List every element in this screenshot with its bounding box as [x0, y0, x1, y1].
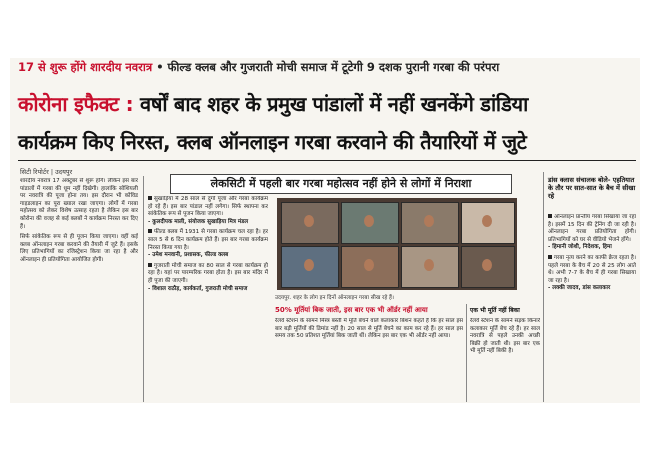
headline-text-1: वर्षों बाद शहर के प्रमुख पांडालों में नहीं खनकेंगे डांडिया	[140, 92, 528, 116]
story-column-2	[148, 196, 268, 402]
bullet-icon	[148, 263, 152, 267]
bullet-icon	[548, 255, 552, 259]
headline-line-1	[18, 90, 528, 117]
murti-box-body	[470, 318, 540, 402]
sidebar-title: डांस क्लास संचालक बोले- एहतियात के तौर पर सात-सात के बैच में सीखा रहे	[548, 176, 636, 200]
sidebar-quote-name: - लक्की जादव, डांस कलाकार	[548, 285, 611, 292]
lakecity-headline: लेकसिटी में पहली बार गरबा महोत्सव नहीं होने से लोगों में निराशा	[170, 174, 512, 194]
video-tile	[401, 202, 459, 244]
column-divider	[143, 176, 144, 402]
murti-box-title: एक भी मूर्ति नहीं बिका	[470, 307, 520, 314]
bullet-icon	[148, 196, 152, 200]
headline-rule	[18, 160, 636, 161]
quote-name: - कुलदीपक माली, संयोजक सुखाड़िया मित्र मंडल	[148, 218, 249, 225]
story-50-text: रेलवे स्टेशन के सामने मिस्त्र बस्ती में मूर्ति बेचने वाले कलाकार बिशन कहते हैं कि हर साल इस बार बड़ी मूर्तियों की डिमांड नहीं है। 20 साल से मूर्ति बेचने का काम कर रहे हैं। हर साल इस समय तक 50 प्रतिशत मूर्तियां बिक जाती थीं। लेकिन इस बार एक भी ऑर्डर नहीं आया।	[275, 318, 463, 340]
video-tile	[461, 246, 515, 288]
byline: सिटी रिपोर्टर | उदयपुर	[20, 168, 73, 176]
sidebar-quote-text: ऑनलाइन प्रान्तीय गरबा सिखाया जा रहा है। इसमें 15 दिन की ट्रेनिंग दी जा रही है। ऑनलाइन गरबा प्रतियोगिता होगी। प्रतिभागियों को घर से वीडियो भेजने होंगे।	[548, 214, 636, 243]
photo-caption: उदयपुर. शहर के लोग इन दिनों ऑनलाइन गरबा सीख रहे हैं।	[275, 295, 395, 301]
column-divider	[466, 304, 467, 402]
video-tile	[341, 246, 399, 288]
col1-paragraph: सिर्फ सांकेतिक रूप से ही पूजन किया जाएगा। वहीं कई क्लब ऑनलाइन गरबा करवाने की तैयारी में जुटे हैं। इसके लिए प्रतिभागियों का रजिस्ट्रेशन किया जा रहा है और ऑनलाइन ही प्रतियोगिता आयोजित होगी।	[20, 234, 138, 263]
kicker-highlight: 17 से शुरू होंगे शारदीय नवरात्र	[18, 60, 153, 74]
quote-text: फील्ड क्लब में 1931 से गरबा कार्यक्रम चल रहा है। हर साल 5 से 6 दिन कार्यक्रम होते हैं। इस बार गरबा कार्यक्रम निरस्त किया गया है।	[148, 229, 268, 251]
story-50-title-text: 50% मूर्तियां बिक जाती, इस बार एक भी ऑर्डर नहीं आया	[275, 306, 428, 314]
kicker-text: • फील्ड क्लब और गुजराती मोची समाज में टूटेगी 9 दशक पुरानी गरबा की परंपरा	[156, 60, 500, 74]
video-tile	[281, 202, 339, 244]
sidebar-body	[548, 214, 636, 402]
sidebar-quote-name: - हिमानी जोशी, निदेशक, हिमा	[548, 244, 612, 251]
video-tile	[401, 246, 459, 288]
column-divider	[543, 172, 544, 402]
story-50-title	[275, 306, 428, 315]
video-tile	[461, 202, 515, 244]
col1-paragraph: शारदीय नवरात्र 17 अक्टूबर से शुरू होंगे। लेकिन इस बार पांडालों में गरबा की धूम नहीं दिखेगी। हालांकि सोशियली पर नवरात्रि की पूजा होना तय। इस दौरान भी कोविड गाइडलाइन का पूरा ख्याल रखा जाएगा। लोगों में गरबा महोत्सव को लेकर विशेष उत्साह रहता है लेकिन इस बार कोरोना की वजह से कई क्लबों ने कार्यक्रम निरस्त कर दिए हैं।	[20, 178, 138, 230]
quote-name: - विशाल राठौड़, कार्यकर्ता, गुजराती मोची समाज	[148, 285, 248, 292]
online-garba-photo	[277, 198, 517, 290]
murti-box-text: रेलवे स्टेशन के सामने सड़क किनारे कलाकार मूर्ति बेच रहे हैं। हर साल नवरात्रि से पहले उनकी अच्छी बिक्री हो जाती थी। इस बार एक भी मूर्ति नहीं बिकी है।	[470, 318, 540, 355]
headline-line-2: कार्यक्रम किए निरस्त, क्लब ऑनलाइन गरबा करवाने की तैयारियों में जुटे	[18, 130, 527, 154]
kicker-line	[18, 60, 499, 75]
video-tile	[281, 246, 339, 288]
video-tile	[341, 202, 399, 244]
sidebar-quote-text: गरबा नृत्य करने का काफी क्रेज रहता है। पहले गरबा के बैच में 20 से 25 लोग आते थे। अभी 7-7 के बैच में ही गरबा सिखाया जा रहा है।	[548, 254, 636, 284]
bullet-icon	[148, 229, 152, 233]
headline-label: कोरोना इफैक्ट :	[18, 92, 134, 116]
quote-name: - उमेश मनवानी, प्रशासक, फील्ड क्लब	[148, 252, 229, 259]
quote-text: सुखाड़िया में 28 साल से दुर्गा पूजा और गरबा कार्यक्रम हो रहे हैं। इस बार पांडाल नहीं लगेगा। सिर्फ स्थापना कर सांकेतिक रूप से पूजन किया जाएगा।	[148, 196, 268, 218]
story-50-body	[275, 318, 463, 402]
story-column-1	[20, 178, 138, 400]
quote-text: गुजराती मोची समाज का 80 साल से गरबा कार्यक्रम हो रहा है। यहां पर पारम्परिक गरबा होता है। इस बार मंदिर में ही पूजा की जाएगी।	[148, 262, 268, 284]
bullet-icon	[548, 214, 552, 218]
